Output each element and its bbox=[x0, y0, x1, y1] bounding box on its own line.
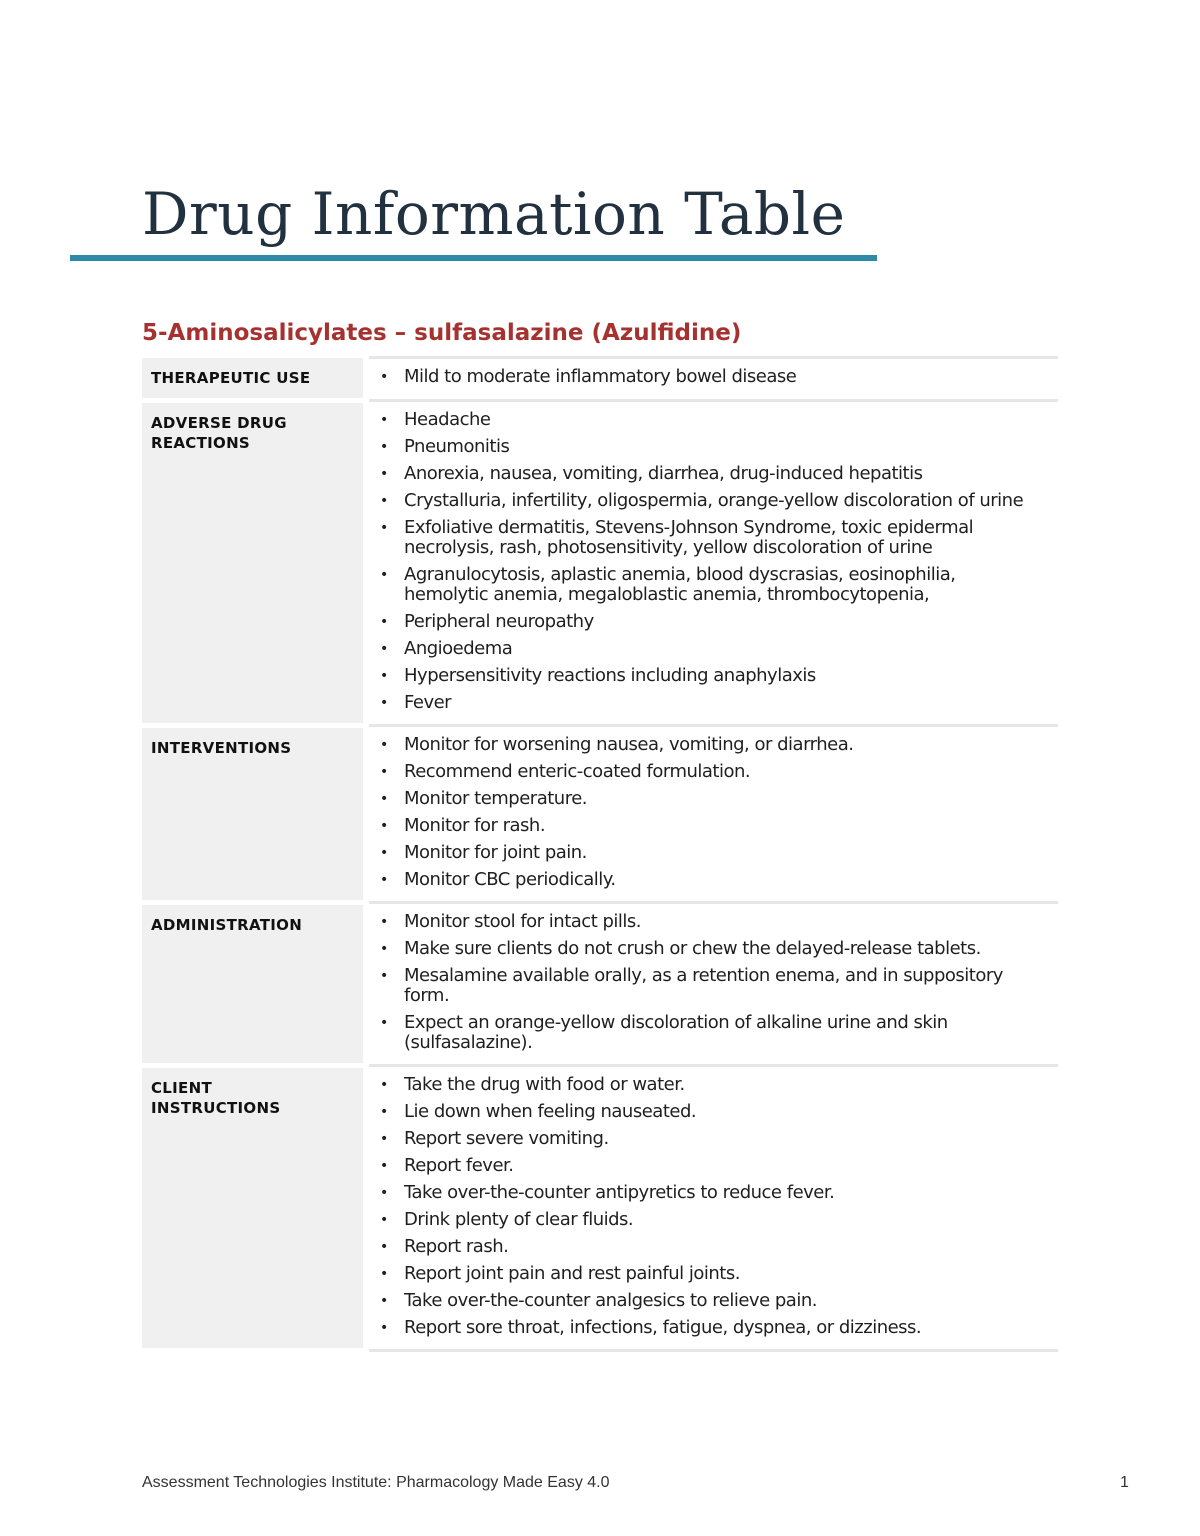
item-list bbox=[369, 910, 1058, 1055]
list-item: • Exfoliative dermatitis, Stevens-Johnson Syndrome, toxic epidermal necrolysis, rash, photosensitivity, yellow discoloration of urine bbox=[369, 516, 1044, 560]
row-label-cell bbox=[142, 902, 363, 1065]
row-label-cell bbox=[142, 400, 363, 725]
list-item: • Take the drug with food or water. bbox=[369, 1073, 1044, 1097]
list-item: • Monitor for joint pain. bbox=[369, 841, 1044, 865]
list-item: • Report fever. bbox=[369, 1154, 1044, 1178]
section-title: 5-Aminosalicylates – sulfasalazine (Azulfidine) bbox=[142, 320, 742, 346]
title-underline bbox=[70, 255, 877, 261]
list-item: • Peripheral neuropathy bbox=[369, 610, 1044, 634]
row-label-cell bbox=[142, 725, 363, 902]
list-item: • Take over-the-counter analgesics to relieve pain. bbox=[369, 1289, 1044, 1313]
table-row bbox=[142, 358, 1058, 401]
list-item: • Report rash. bbox=[369, 1235, 1044, 1259]
footer-text: Assessment Technologies Institute: Pharmacology Made Easy 4.0 bbox=[142, 1474, 610, 1491]
row-label: CLIENT INSTRUCTIONS bbox=[151, 1078, 281, 1117]
row-content bbox=[369, 358, 1058, 401]
list-item: • Anorexia, nausea, vomiting, diarrhea, drug-induced hepatitis bbox=[369, 462, 1044, 486]
list-item: • Take over-the-counter antipyretics to reduce fever. bbox=[369, 1181, 1044, 1205]
list-item: • Pneumonitis bbox=[369, 435, 1044, 459]
row-content bbox=[369, 725, 1058, 902]
table-row bbox=[142, 902, 1058, 1065]
table-row bbox=[142, 1065, 1058, 1350]
row-label: ADVERSE DRUG REACTIONS bbox=[151, 413, 287, 452]
drug-info-table bbox=[142, 356, 1058, 1353]
list-item: • Monitor temperature. bbox=[369, 787, 1044, 811]
list-item: • Lie down when feeling nauseated. bbox=[369, 1100, 1044, 1124]
item-list bbox=[369, 408, 1058, 715]
list-item: • Recommend enteric-coated formulation. bbox=[369, 760, 1044, 784]
item-list bbox=[369, 365, 1058, 389]
list-item: • Monitor for rash. bbox=[369, 814, 1044, 838]
table-row bbox=[142, 400, 1058, 725]
list-item: • Report joint pain and rest painful joints. bbox=[369, 1262, 1044, 1286]
list-item: • Hypersensitivity reactions including anaphylaxis bbox=[369, 664, 1044, 688]
row-content bbox=[369, 1065, 1058, 1350]
list-item: • Angioedema bbox=[369, 637, 1044, 661]
list-item: • Report severe vomiting. bbox=[369, 1127, 1044, 1151]
table-row bbox=[142, 725, 1058, 902]
list-item: • Monitor stool for intact pills. bbox=[369, 910, 1044, 934]
row-label: INTERVENTIONS bbox=[151, 738, 292, 757]
row-label: THERAPEUTIC USE bbox=[151, 368, 311, 387]
row-label: ADMINISTRATION bbox=[151, 915, 303, 934]
row-content bbox=[369, 400, 1058, 725]
list-item: • Crystalluria, infertility, oligospermia, orange-yellow discoloration of urine bbox=[369, 489, 1044, 513]
list-item: • Drink plenty of clear fluids. bbox=[369, 1208, 1044, 1232]
list-item: • Monitor CBC periodically. bbox=[369, 868, 1044, 892]
page-title: Drug Information Table bbox=[142, 180, 846, 248]
list-item: • Mild to moderate inflammatory bowel disease bbox=[369, 365, 1044, 389]
row-label-cell bbox=[142, 1065, 363, 1350]
list-item: • Fever bbox=[369, 691, 1044, 715]
list-item: • Make sure clients do not crush or chew the delayed-release tablets. bbox=[369, 937, 1044, 961]
list-item: • Report sore throat, infections, fatigue, dyspnea, or dizziness. bbox=[369, 1316, 1044, 1340]
list-item: • Monitor for worsening nausea, vomiting, or diarrhea. bbox=[369, 733, 1044, 757]
row-label-cell bbox=[142, 358, 363, 401]
list-item: • Agranulocytosis, aplastic anemia, blood dyscrasias, eosinophilia, hemolytic anemia, megaloblastic anemia, thrombocytopenia, bbox=[369, 563, 1044, 607]
list-item: • Mesalamine available orally, as a retention enema, and in suppository form. bbox=[369, 964, 1044, 1008]
page-number: 1 bbox=[1120, 1474, 1129, 1491]
item-list bbox=[369, 1073, 1058, 1340]
row-content bbox=[369, 902, 1058, 1065]
list-item: • Expect an orange-yellow discoloration of alkaline urine and skin (sulfasalazine). bbox=[369, 1011, 1044, 1055]
table-body bbox=[142, 358, 1058, 1351]
list-item: • Headache bbox=[369, 408, 1044, 432]
item-list bbox=[369, 733, 1058, 892]
